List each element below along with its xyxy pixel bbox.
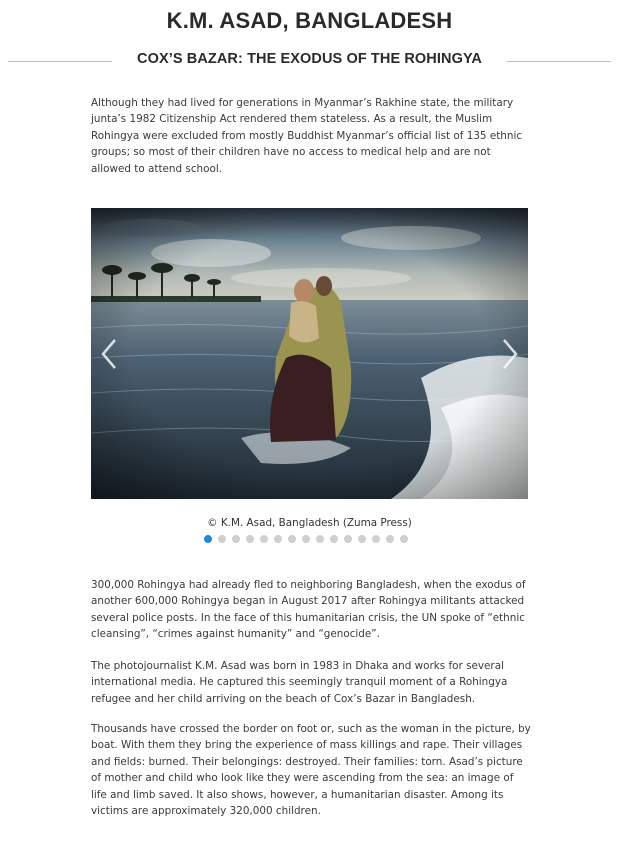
photo-caption: © K.M. Asad, Bangladesh (Zuma Press) xyxy=(207,517,412,529)
slider-dot[interactable] xyxy=(316,535,324,543)
slider-dot[interactable] xyxy=(204,535,212,543)
slider-dot[interactable] xyxy=(400,535,408,543)
page-title: K.M. ASAD, BANGLADESH xyxy=(166,8,453,33)
header-rule-left xyxy=(8,61,112,62)
intro-paragraph: Although they had lived for generations in Myanmar’s Rakhine state, the military junta’s 1982 Citizenship Act rendered them stateless. As a result, the Muslim Rohingya were excluded from mostly Buddhist Myanmar’s official list of 135 ethnic groups; so most of their children have no access to medical help and are not allowed to attend school. xyxy=(91,97,523,175)
body-paragraph: The photojournalist K.M. Asad was born in 1983 in Dhaka and works for several international media. He captured this seemingly tranquil moment of a Rohingya refugee and her child arriving on the beach of Cox’s Bazar in Bangladesh. xyxy=(91,660,508,705)
header-rule-right xyxy=(507,61,611,62)
slider-dot[interactable] xyxy=(260,535,268,543)
section-header xyxy=(8,51,611,71)
body-paragraph: 300,000 Rohingya had already fled to neighboring Bangladesh, when the exodus of another 600,000 Rohingya began in August 2017 after Rohingya militants attacked several police posts. In the face of this humanitarian crisis, the UN spoke of “ethnic cleansing”, “crimes against humanity” and “genocide”. xyxy=(91,579,526,641)
slider-dot[interactable] xyxy=(246,535,254,543)
slider-prev-button[interactable] xyxy=(99,338,119,370)
slider-dot[interactable] xyxy=(386,535,394,543)
slider-dot[interactable] xyxy=(288,535,296,543)
slider-dot[interactable] xyxy=(330,535,338,543)
slider-dot[interactable] xyxy=(274,535,282,543)
slider-dot[interactable] xyxy=(218,535,226,543)
slider-dot[interactable] xyxy=(344,535,352,543)
slider-pagination xyxy=(204,535,408,545)
slider-dot[interactable] xyxy=(232,535,240,543)
photo-slider[interactable] xyxy=(91,208,528,499)
chevron-right-icon xyxy=(500,338,520,370)
body-paragraph: Thousands have crossed the border on foot or, such as the woman in the picture, by boat. With them they bring the experience of mass killings and rape. Their villages and fields: burned. Their belongings: destroyed. Their families: torn. Asad’s picture of mother and child who look like they were ascending from the sea: an image of life and limb saved. It also shows, however, a humanitarian disaster. Among its victims are approximately 320,000 children. xyxy=(91,723,531,818)
slide-photo xyxy=(91,208,528,499)
slider-next-button[interactable] xyxy=(500,338,520,370)
slider-dot[interactable] xyxy=(358,535,366,543)
chevron-left-icon xyxy=(99,338,119,370)
slider-dot[interactable] xyxy=(372,535,380,543)
slider-dot[interactable] xyxy=(302,535,310,543)
section-subtitle: COX’S BAZAR: THE EXODUS OF THE ROHINGYA xyxy=(137,51,482,67)
